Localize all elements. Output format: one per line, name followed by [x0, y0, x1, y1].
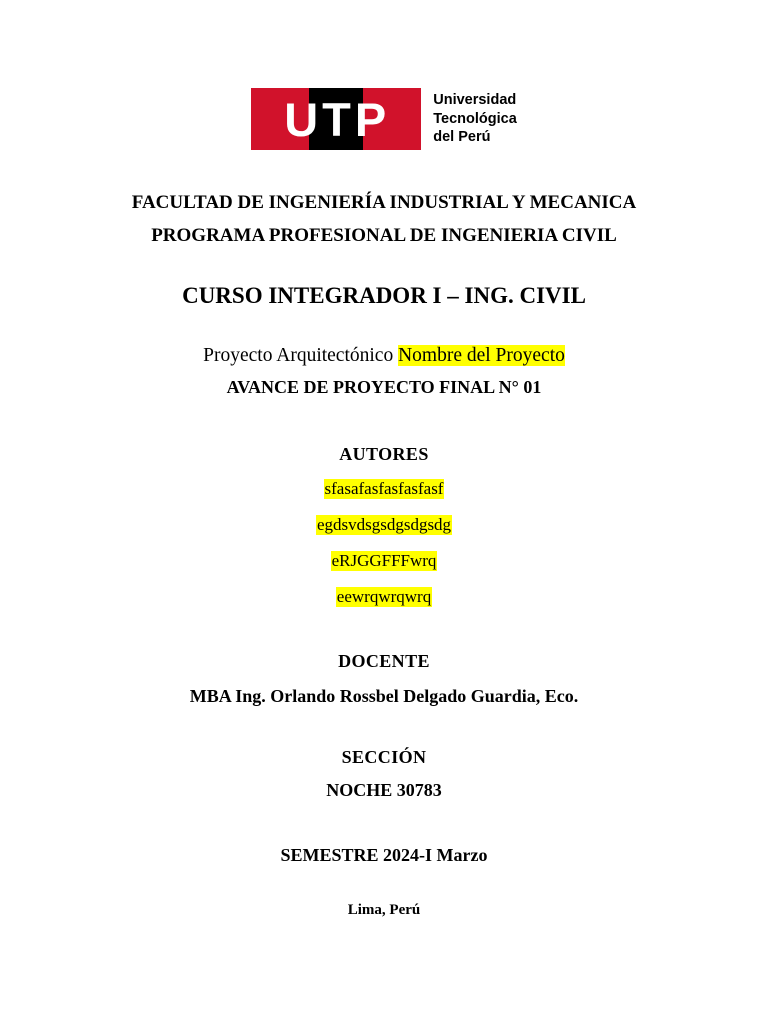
course-title: CURSO INTEGRADOR I – ING. CIVIL — [182, 282, 586, 308]
list-item: eRJGGFFFwrq — [331, 550, 437, 570]
teacher-heading: DOCENTE — [338, 650, 430, 671]
logo-letters: UTP — [284, 92, 391, 146]
advance-line: AVANCE DE PROYECTO FINAL N° 01 — [226, 376, 542, 397]
project-prefix: Proyecto Arquitectónico — [203, 344, 399, 366]
section-heading: SECCIÓN — [341, 746, 427, 767]
faculty-block — [132, 186, 636, 253]
project-name-highlight: Nombre del Proyecto — [398, 344, 565, 366]
list-item: eewrqwrqwrq — [336, 586, 432, 606]
city-text: Lima, Perú — [347, 901, 421, 918]
section-value: NOCHE 30783 — [326, 779, 442, 800]
authors-heading: AUTORES — [339, 443, 429, 464]
project-line — [203, 345, 565, 367]
list-item: egdsvdsgsdgsdgsdg — [316, 514, 452, 534]
authors-list — [316, 479, 452, 607]
teacher-name: MBA Ing. Orlando Rossbel Delgado Guardia, Eco. — [189, 685, 579, 706]
logo-wordmark-line2: Tecnológica — [433, 110, 517, 127]
utp-logo-mark — [251, 88, 421, 150]
logo-wordmark-line3: del Perú — [433, 129, 491, 146]
logo-wordmark — [433, 88, 517, 150]
faculty-name: FACULTAD DE INGENIERÍA INDUSTRIAL Y MECANICA — [131, 192, 637, 213]
utp-logo — [251, 88, 517, 150]
program-name: PROGRAMA PROFESIONAL DE INGENIERIA CIVIL — [151, 225, 617, 247]
semester-text: SEMESTRE 2024-I Marzo — [280, 844, 488, 865]
list-item: sfasafasfasfasfasf — [324, 478, 444, 498]
logo-wordmark-line1: Universidad — [433, 92, 517, 109]
